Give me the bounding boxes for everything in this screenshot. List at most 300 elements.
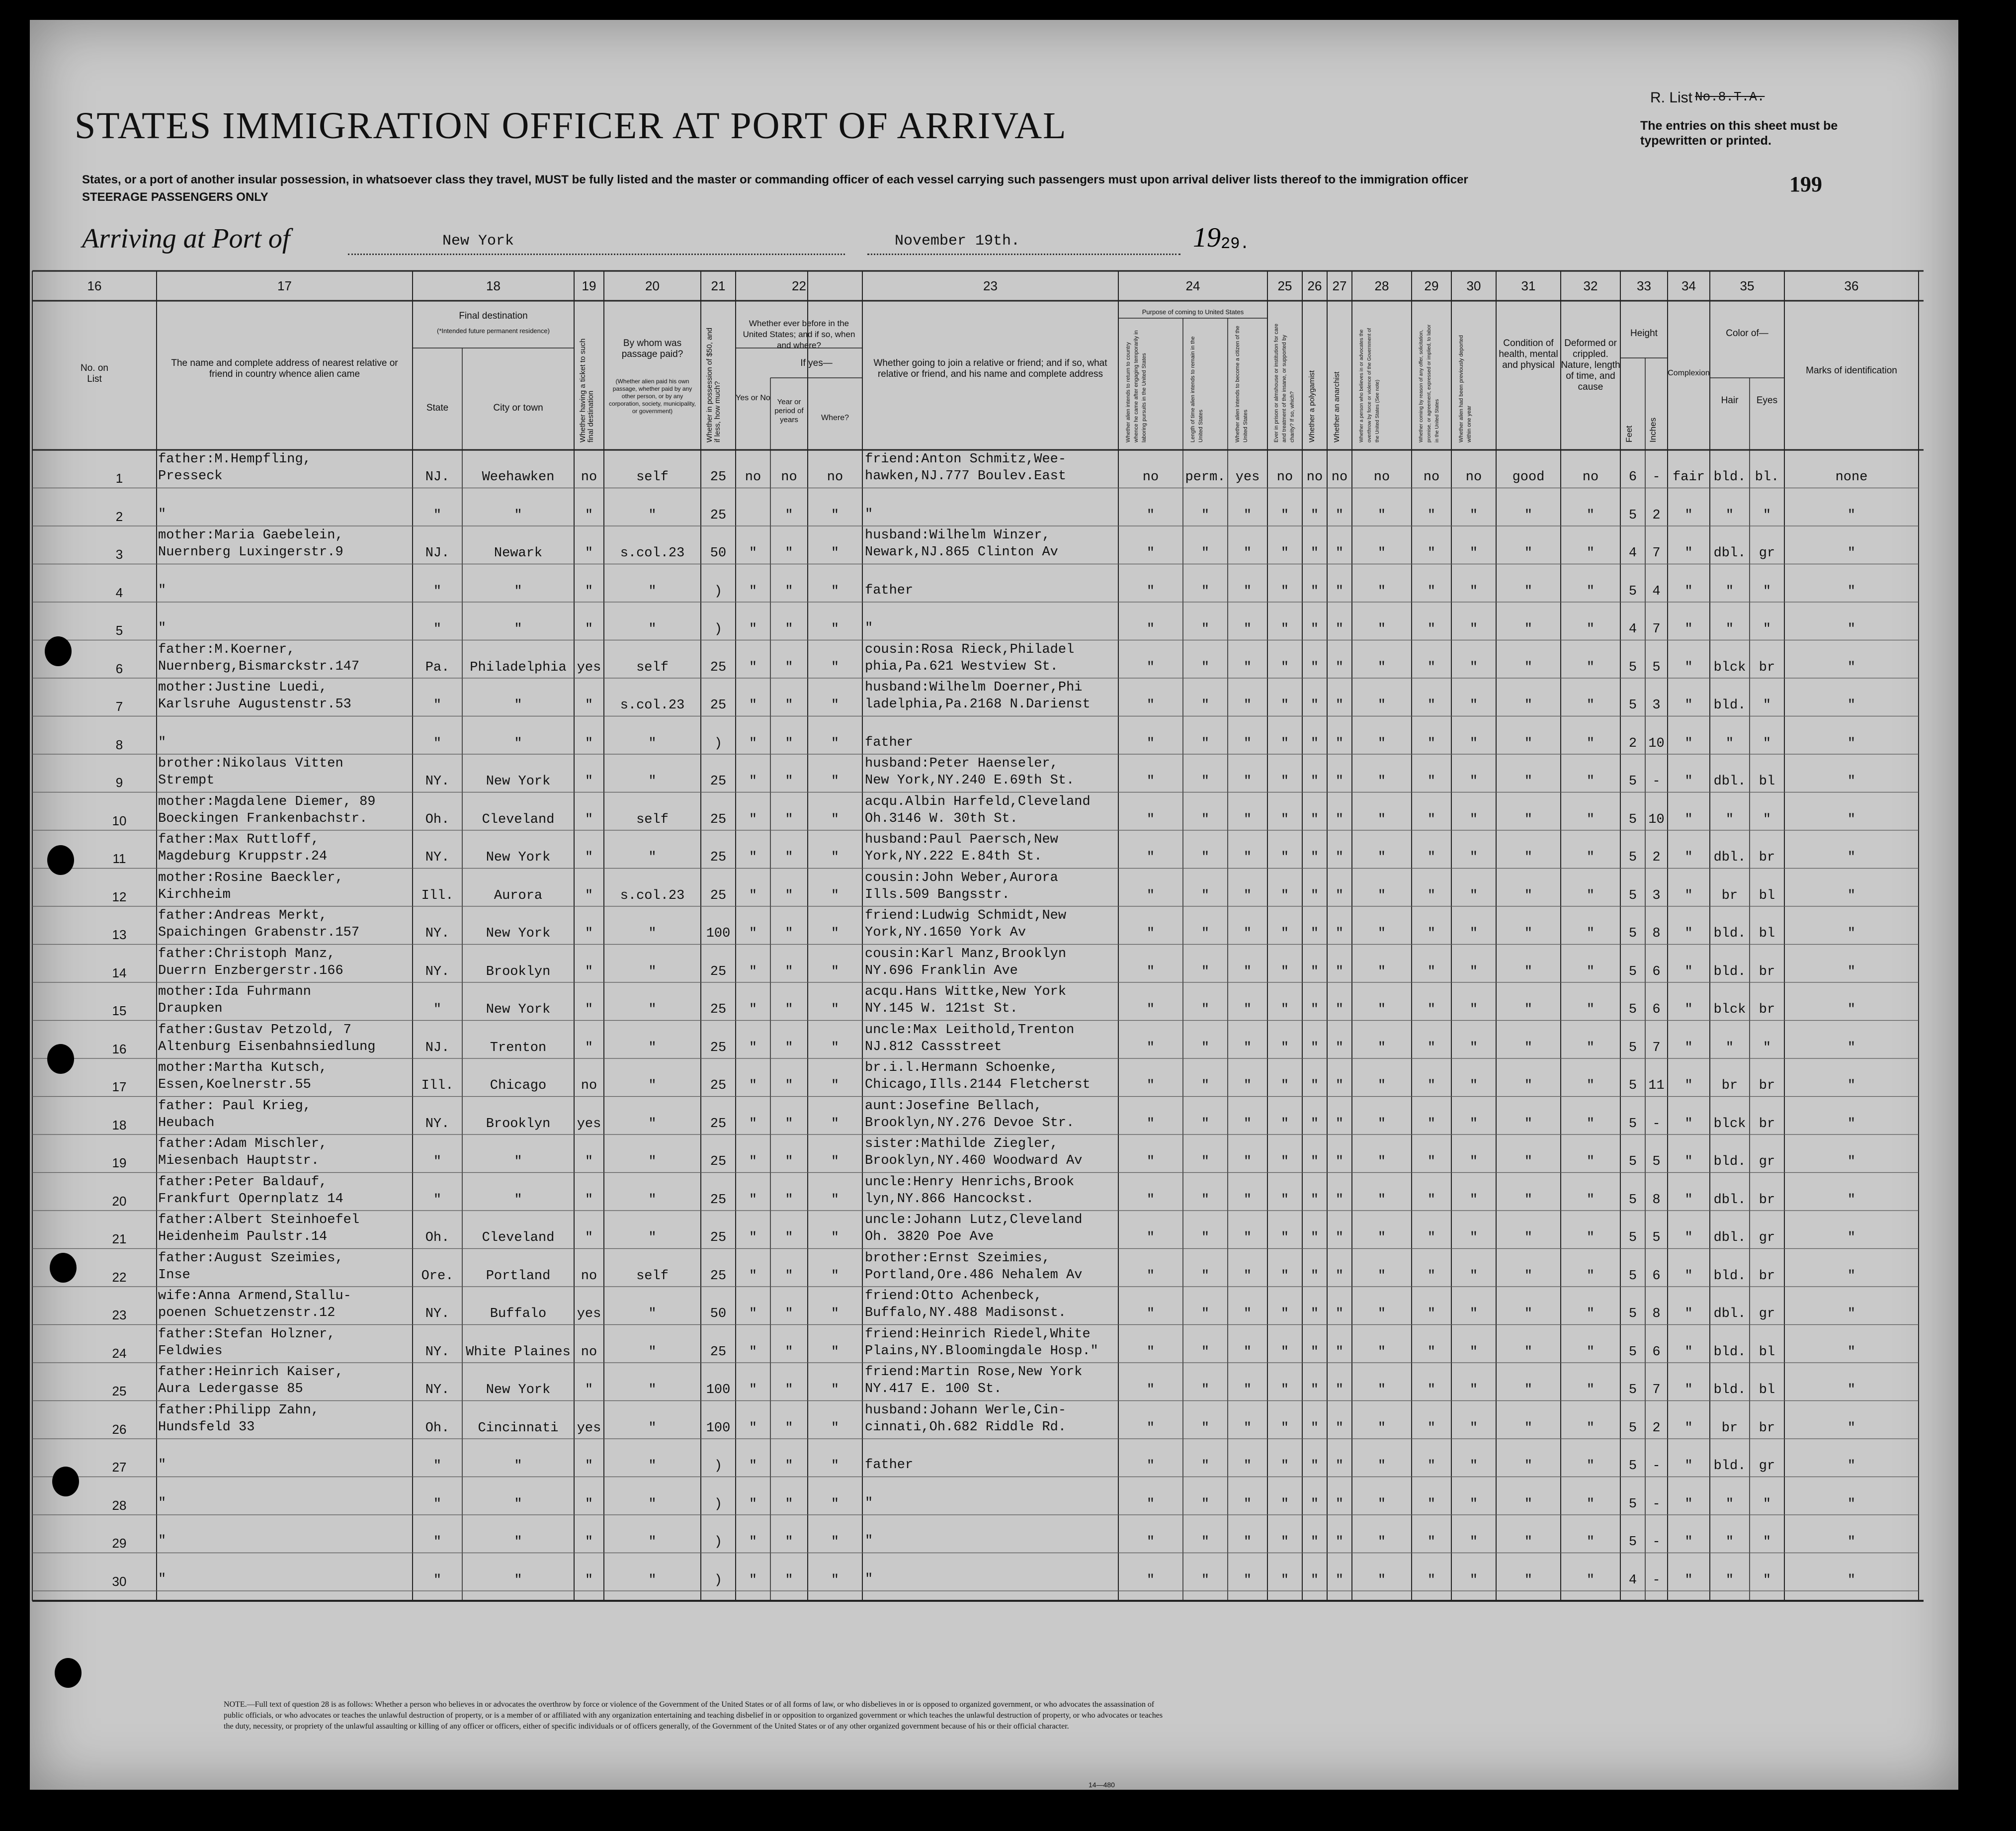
cell-complexion: " [1684, 660, 1693, 675]
cell-inches: 7 [1652, 1383, 1661, 1397]
cell-p2: " [1201, 964, 1210, 979]
cell-c29: no [1423, 470, 1440, 485]
cell-where: " [831, 888, 840, 903]
cell-where: " [831, 1040, 840, 1055]
cell-marks: " [1847, 1420, 1856, 1436]
cell-yn: " [749, 774, 757, 789]
cell-hair: " [1725, 584, 1734, 599]
cell-p2: " [1201, 1116, 1210, 1132]
cell-feet: 5 [1628, 1420, 1637, 1436]
cell-feet: 5 [1628, 1307, 1637, 1321]
cell-paid: " [648, 1535, 657, 1550]
cell-c26: " [1310, 1496, 1319, 1512]
header-final-destination-note: (*Intended future permanent residence) [437, 327, 550, 335]
cell-eyes: " [1763, 1040, 1771, 1055]
cell-p3: " [1243, 812, 1252, 827]
cell-years: " [785, 774, 793, 789]
row-number: 29 [112, 1536, 127, 1551]
cell-p2: " [1201, 1572, 1210, 1588]
cell-feet: 5 [1628, 1459, 1637, 1474]
header-purpose-length: Length of time alien intends to remain in the United States [1190, 336, 1204, 442]
binder-hole [55, 1658, 82, 1688]
cell-p1: " [1146, 1307, 1155, 1321]
cell-marks: " [1847, 1192, 1856, 1208]
cell-inches: - [1652, 1572, 1661, 1588]
cell-paid: " [648, 1192, 657, 1208]
cell-p3: " [1243, 926, 1252, 941]
cell-c30: " [1469, 1535, 1478, 1550]
joining-line-1: husband:Wilhelm Doerner,Phi [865, 680, 1083, 695]
relative-line-2: Magdeburg Kruppstr.24 [158, 849, 328, 864]
cell-deformed: " [1586, 584, 1595, 599]
joining-line-1: husband:Johann Werle,Cin- [865, 1402, 1067, 1418]
cell-state: Ill. [421, 1078, 454, 1093]
cell-p3: " [1243, 1383, 1252, 1397]
cell-c30: " [1469, 1154, 1478, 1169]
cell-c26: " [1310, 1078, 1319, 1093]
cell-feet: 4 [1628, 622, 1637, 637]
cell-city: Cleveland [482, 1230, 555, 1245]
relative-line-1: mother:Martha Kutsch, [158, 1060, 328, 1075]
cell-state: Pa. [425, 660, 450, 675]
header-overthrow: Whether a person who believes in or advocates the overthrow by force or violence of the Government of the United States (See note) [1359, 328, 1380, 442]
cell-c27: " [1335, 1383, 1344, 1397]
cell-city: " [514, 736, 522, 751]
cell-hair: blck [1713, 1116, 1746, 1132]
cell-p1: " [1146, 1192, 1155, 1208]
cell-marks: " [1847, 1116, 1856, 1132]
cell-state: NY. [425, 1116, 450, 1132]
relative-line-2: Essen,Koelnerstr.55 [158, 1077, 311, 1092]
cell-complexion: " [1684, 736, 1693, 751]
cell-p3: " [1243, 1230, 1252, 1245]
header-anarchist: Whether an anarchist [1333, 371, 1341, 442]
cell-c26: " [1310, 1307, 1319, 1321]
cell-where: " [831, 1002, 840, 1017]
header-deformed: Deformed or crippled. Nature, length of time, and cause [1561, 338, 1620, 392]
cell-marks: " [1847, 584, 1856, 599]
row-number: 1 [115, 471, 123, 486]
cell-where: " [831, 1535, 840, 1550]
header-yes-no: Yes or No [736, 394, 770, 402]
cell-state: NY. [425, 850, 450, 865]
cell-complexion: " [1684, 774, 1693, 789]
cell-years: " [785, 584, 793, 599]
cell-p2: " [1201, 736, 1210, 751]
cell-where: " [831, 812, 840, 827]
cell-years: " [785, 1496, 793, 1512]
relative-line-2: " [158, 1534, 167, 1549]
cell-complexion: " [1684, 1154, 1693, 1169]
cell-yn: " [749, 1192, 757, 1208]
cell-city: New York [486, 1002, 551, 1017]
relative-line-2: " [158, 621, 167, 636]
cell-health: " [1524, 888, 1533, 903]
cell-hair: dbl. [1713, 850, 1746, 865]
header-health: Condition of health, mental and physical [1499, 338, 1558, 370]
cell-p1: " [1146, 1496, 1155, 1512]
cell-p3: " [1243, 698, 1252, 713]
cell-yn: " [749, 1459, 757, 1474]
cell-complexion: " [1684, 1040, 1693, 1055]
cell-state: " [433, 1459, 442, 1474]
cell-deformed: " [1586, 964, 1595, 979]
cell-hair: br [1721, 1078, 1738, 1093]
cell-where: " [831, 1116, 840, 1132]
cell-city: Brooklyn [486, 1116, 551, 1132]
cell-c30: " [1469, 1002, 1478, 1017]
cell-p1: " [1146, 660, 1155, 675]
cell-c25: " [1280, 660, 1289, 675]
cell-inches: 3 [1652, 888, 1661, 903]
cell-c30: " [1469, 926, 1478, 941]
cell-c26: " [1310, 888, 1319, 903]
cell-c30: " [1469, 660, 1478, 675]
cell-city: " [514, 1496, 522, 1512]
header-purpose-return: Whether alien intends to return to country whence he came after engaging temporarily in laboring pursuits in the United States [1125, 330, 1147, 442]
cell-complexion: " [1684, 1230, 1693, 1245]
cell-deformed: " [1586, 660, 1595, 675]
cell-money: 25 [710, 698, 727, 713]
cell-years: " [785, 1116, 793, 1132]
cell-yn: " [749, 1383, 757, 1397]
cell-yn: " [749, 1535, 757, 1550]
cell-ticket: " [585, 850, 593, 865]
cell-hair: bld. [1713, 1344, 1746, 1360]
cell-feet: 6 [1628, 470, 1637, 485]
cell-health: " [1524, 1459, 1533, 1474]
relative-line-1: father:Heinrich Kaiser, [158, 1365, 343, 1380]
cell-deformed: " [1586, 1268, 1595, 1284]
header-feet: Feet [1624, 425, 1634, 442]
cell-yn: " [749, 1307, 757, 1321]
cell-c28: " [1377, 1496, 1386, 1512]
cell-ticket: " [585, 1459, 593, 1474]
row-number: 25 [112, 1384, 127, 1398]
cell-inches: 4 [1652, 584, 1661, 599]
cell-c29: " [1427, 1572, 1436, 1588]
binder-hole [52, 1467, 79, 1496]
cell-eyes: br [1759, 850, 1775, 865]
cell-c28: " [1377, 584, 1386, 599]
cell-inches: - [1652, 1535, 1661, 1550]
cell-inches: - [1652, 470, 1661, 485]
cell-p2: " [1201, 888, 1210, 903]
cell-p3: " [1243, 584, 1252, 599]
cell-marks: " [1847, 546, 1856, 561]
cell-marks: " [1847, 1383, 1856, 1397]
cell-hair: dbl. [1713, 1307, 1746, 1321]
cell-city: " [514, 584, 522, 599]
cell-paid: self [636, 660, 669, 675]
cell-deformed: " [1586, 1002, 1595, 1017]
relative-line-2: Strempt [158, 773, 215, 788]
cell-ticket: " [585, 1572, 593, 1588]
cell-p2: " [1201, 1078, 1210, 1093]
cell-city: New York [486, 1383, 551, 1397]
cell-c25: " [1280, 1268, 1289, 1284]
cell-complexion: " [1684, 1420, 1693, 1436]
cell-c29: " [1427, 1420, 1436, 1436]
relative-line-1: father:Andreas Merkt, [158, 908, 328, 923]
joining-line-2: Plains,NY.Bloomingdale Hosp." [865, 1343, 1098, 1359]
cell-deformed: " [1586, 774, 1595, 789]
cell-where: " [831, 508, 840, 523]
cell-complexion: " [1684, 1535, 1693, 1550]
cell-p2: perm. [1185, 470, 1226, 485]
relative-line-2: Draupken [158, 1001, 223, 1016]
cell-complexion: " [1684, 1572, 1693, 1588]
cell-ticket: no [581, 1078, 597, 1093]
cell-where: " [831, 1192, 840, 1208]
list-value: No.8.T.A. [1695, 89, 1765, 104]
header-purpose-citizen: Whether alien intends to become a citizen of the United States [1235, 326, 1249, 442]
cell-deformed: " [1586, 546, 1595, 561]
joining-line-1: brother:Ernst Szeimies, [865, 1250, 1050, 1266]
cell-complexion: " [1684, 1307, 1693, 1321]
cell-c26: " [1310, 1040, 1319, 1055]
cell-money: 25 [710, 660, 727, 675]
cell-money: 50 [710, 546, 727, 561]
joining-line-2: York,NY.1650 York Av [865, 925, 1026, 940]
cell-c27: " [1335, 888, 1344, 903]
cell-where: " [831, 964, 840, 979]
cell-state: NY. [425, 1344, 450, 1360]
cell-state: Oh. [425, 1420, 450, 1436]
cell-eyes: br [1759, 660, 1775, 675]
column-number: 25 [1277, 278, 1292, 293]
cell-c27: " [1335, 964, 1344, 979]
cell-p3: yes [1235, 470, 1260, 485]
relative-line-2: Hundsfeld 33 [158, 1419, 255, 1435]
cell-c25: " [1280, 1230, 1289, 1245]
cell-health: " [1524, 584, 1533, 599]
cell-state: NY. [425, 926, 450, 941]
cell-hair: " [1725, 1496, 1734, 1512]
cell-city: " [514, 698, 522, 713]
cell-c30: " [1469, 812, 1478, 827]
cell-p1: no [1142, 470, 1159, 485]
cell-ticket: yes [577, 1420, 601, 1436]
cell-yn: " [749, 1116, 757, 1132]
joining-line-1: uncle:Henry Henrichs,Brook [865, 1174, 1075, 1190]
column-number: 28 [1374, 278, 1389, 293]
cell-c29: " [1427, 1459, 1436, 1474]
cell-p1: " [1146, 850, 1155, 865]
cell-city: Cleveland [482, 812, 555, 827]
cell-complexion: " [1684, 1344, 1693, 1360]
cell-c28: " [1377, 1459, 1386, 1474]
header-no-on-list: No. on List [81, 363, 108, 384]
relative-line-1: mother:Rosine Baeckler, [158, 870, 343, 885]
relative-line-1: wife:Anna Armend,Stallu- [158, 1289, 351, 1304]
cell-c25: " [1280, 546, 1289, 561]
relative-line-2: Heubach [158, 1115, 215, 1131]
cell-money: 25 [710, 1192, 727, 1208]
cell-ticket: " [585, 1230, 593, 1245]
cell-feet: 5 [1628, 1535, 1637, 1550]
cell-marks: none [1835, 470, 1868, 485]
row-number: 22 [112, 1269, 127, 1285]
cell-paid: " [648, 1307, 657, 1321]
cell-yn: " [749, 1420, 757, 1436]
cell-yn: " [749, 584, 757, 599]
cell-c29: " [1427, 1535, 1436, 1550]
cell-hair: " [1725, 1572, 1734, 1588]
cell-paid: " [648, 1459, 657, 1474]
relative-line-2: Nuernberg Luxingerstr.9 [158, 545, 343, 560]
joining-line-2: " [865, 621, 873, 636]
header-labor-offer: Whether coming by reason of any offer, solicitation, promise, or agreement, expressed or implied, to labor in the United States [1419, 324, 1440, 442]
cell-money: 25 [710, 812, 727, 827]
cell-c27: " [1335, 1420, 1344, 1436]
cell-c28: " [1377, 660, 1386, 675]
cell-years: " [785, 736, 793, 751]
cell-feet: 5 [1628, 812, 1637, 827]
cell-ticket: " [585, 698, 593, 713]
cell-inches: 7 [1652, 546, 1661, 561]
header-final-destination: Final destination [459, 311, 528, 321]
cell-p3: " [1243, 1002, 1252, 1017]
cell-deformed: " [1586, 812, 1595, 827]
cell-c29: " [1427, 964, 1436, 979]
cell-p2: " [1201, 698, 1210, 713]
joining-line-2: " [865, 1495, 873, 1511]
joining-line-1: cousin:Karl Manz,Brooklyn [865, 946, 1067, 961]
column-number: 18 [486, 278, 501, 293]
cell-ticket: " [585, 1535, 593, 1550]
cell-c29: " [1427, 1078, 1436, 1093]
cell-paid: self [636, 812, 669, 827]
cell-c29: " [1427, 508, 1436, 523]
joining-line-2: Ills.509 Bangsstr. [865, 887, 1010, 902]
cell-eyes: br [1759, 1116, 1775, 1132]
cell-p3: " [1243, 660, 1252, 675]
cell-eyes: bl [1759, 888, 1775, 903]
cell-c30: " [1469, 1572, 1478, 1588]
joining-line-1: br.i.l.Hermann Schoenke, [865, 1060, 1058, 1075]
cell-eyes: " [1763, 622, 1771, 637]
joining-line-2: father [865, 735, 914, 750]
cell-c29: " [1427, 1116, 1436, 1132]
cell-marks: " [1847, 622, 1856, 637]
joining-line-1: acqu.Albin Harfeld,Cleveland [865, 794, 1091, 809]
joining-line-2: Brooklyn,NY.460 Woodward Av [865, 1153, 1083, 1168]
cell-ticket: no [581, 1268, 597, 1284]
cell-c26: " [1310, 1154, 1319, 1169]
cell-yn: " [749, 1344, 757, 1360]
cell-money: ) [714, 622, 723, 637]
cell-eyes: " [1763, 698, 1771, 713]
binder-hole [47, 1044, 74, 1074]
cell-c27: " [1335, 926, 1344, 941]
cell-c29: " [1427, 1192, 1436, 1208]
cell-city: Trenton [490, 1040, 547, 1055]
cell-where: " [831, 1459, 840, 1474]
cell-p1: " [1146, 1002, 1155, 1017]
cell-p1: " [1146, 926, 1155, 941]
row-number: 15 [112, 1003, 127, 1018]
cell-city: " [514, 1154, 522, 1169]
cell-c25: " [1280, 698, 1289, 713]
cell-ticket: " [585, 774, 593, 789]
cell-ticket: " [585, 1154, 593, 1169]
cell-p2: " [1201, 622, 1210, 637]
cell-feet: 5 [1628, 1344, 1637, 1360]
cell-city: Brooklyn [486, 964, 551, 979]
cell-c26: " [1310, 1383, 1319, 1397]
cell-eyes: " [1763, 1535, 1771, 1550]
cell-yn: " [749, 812, 757, 827]
footnote: NOTE.—Full text of question 28 is as follows: Whether a person who believes in or advocates the overthrow by force or violence of the Government of the United States or of all forms of law, or who disbelieves in or is opposed to organized government, or who advocates the assassination of public officials, or who advocates or teaches the unlawful destruction of property, or is a member of or affiliated with any organization entertaining and teaching disbelief in or opposition to organized government or which teaches the unlawful destruction of property, or who advocates or teaches the duty, necessity, or propriety of the unlawful assaulting or killing of any officer or officers, either of specific individuals or of officers generally, of the Government of the United States or of any other organized government because of his or their official character. [224, 1700, 1163, 1731]
header-marks: Marks of identification [1806, 365, 1897, 376]
cell-feet: 5 [1628, 1040, 1637, 1055]
cell-p3: " [1243, 736, 1252, 751]
cell-state: NJ. [425, 546, 450, 561]
joining-line-2: NY.417 E. 100 St. [865, 1382, 1002, 1396]
cell-c25: " [1280, 1420, 1289, 1436]
cell-inches: - [1652, 774, 1661, 789]
cell-inches: 8 [1652, 926, 1661, 941]
cell-yn: " [749, 888, 757, 903]
cell-years: " [785, 1192, 793, 1208]
cell-ticket: " [585, 1002, 593, 1017]
cell-p3: " [1243, 1572, 1252, 1588]
cell-c28: " [1377, 1268, 1386, 1284]
cell-c29: " [1427, 926, 1436, 941]
row-number: 30 [112, 1573, 127, 1589]
relative-line-2: " [158, 1571, 167, 1587]
cell-state: " [433, 1535, 442, 1550]
cell-deformed: " [1586, 1040, 1595, 1055]
cell-where: " [831, 1268, 840, 1284]
cell-state: " [433, 508, 442, 523]
cell-health: " [1524, 1420, 1533, 1436]
cell-c25: " [1280, 926, 1289, 941]
cell-health: " [1524, 774, 1533, 789]
cell-p2: " [1201, 1459, 1210, 1474]
cell-yn: " [749, 1496, 757, 1512]
cell-marks: " [1847, 850, 1856, 865]
cell-where: no [827, 470, 843, 485]
column-number: 34 [1681, 278, 1696, 293]
cell-c26: " [1310, 1459, 1319, 1474]
cell-years: " [785, 1268, 793, 1284]
cell-inches: 2 [1652, 850, 1661, 865]
cell-feet: 4 [1628, 546, 1637, 561]
cell-c25: " [1280, 622, 1289, 637]
cell-p1: " [1146, 584, 1155, 599]
row-number: 17 [112, 1079, 127, 1094]
column-number: 16 [87, 278, 102, 293]
cell-c25: " [1280, 1459, 1289, 1474]
cell-feet: 4 [1628, 1572, 1637, 1588]
row-number: 23 [112, 1308, 127, 1322]
cell-paid: self [636, 470, 669, 485]
cell-c27: " [1335, 1078, 1344, 1093]
cell-p3: " [1243, 888, 1252, 903]
header-where: Where? [821, 414, 849, 422]
cell-complexion: " [1684, 1116, 1693, 1132]
joining-line-1: friend:Martin Rose,New York [865, 1365, 1083, 1380]
cell-c25: " [1280, 1116, 1289, 1132]
joining-line-2: Newark,NJ.865 Clinton Av [865, 545, 1058, 560]
cell-deformed: " [1586, 1383, 1595, 1397]
cell-feet: 5 [1628, 888, 1637, 903]
row-number: 8 [115, 737, 123, 752]
cell-c28: " [1377, 546, 1386, 561]
cell-c27: " [1335, 1116, 1344, 1132]
